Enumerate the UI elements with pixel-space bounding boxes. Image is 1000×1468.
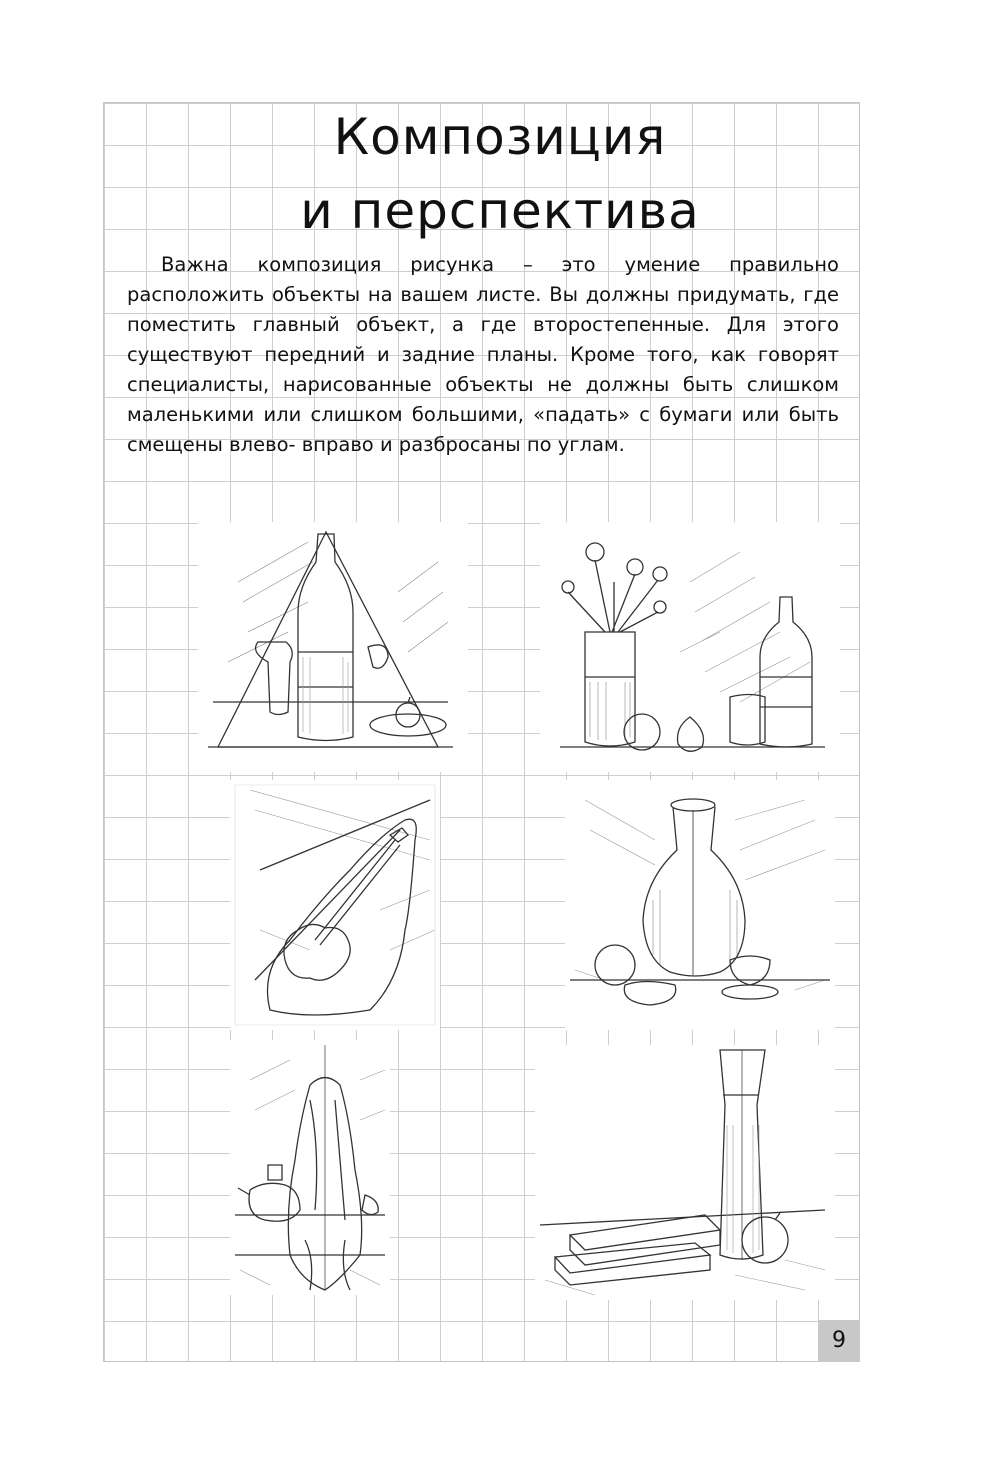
illustration-violin-drapery [230,780,440,1030]
title-line-2: и перспектива [300,182,700,240]
title-line-1: Композиция [333,108,667,166]
illustration-jug-still-life [565,780,835,1030]
page-title [0,100,1000,248]
illustration-bottle-triangle [198,522,468,772]
illustration-teapot-drapery [230,1040,390,1295]
illustration-flowers-bottle [540,522,840,772]
page-number: 9 [818,1320,860,1362]
illustration-vase-books [535,1045,835,1300]
intro-paragraph: Важна композиция рисунка – это умение правильно расположить объекты на вашем листе. Вы должны придумать, где поместить главный объект, а где второстепенные. Для этого существуют передний и задние планы. Кроме того, как говорят специалисты, нарисованные объекты не должны быть слишком маленькими или слишком большими, «падать» с бумаги или быть смещены влево- вправо и разбросаны по углам. [127,253,839,456]
